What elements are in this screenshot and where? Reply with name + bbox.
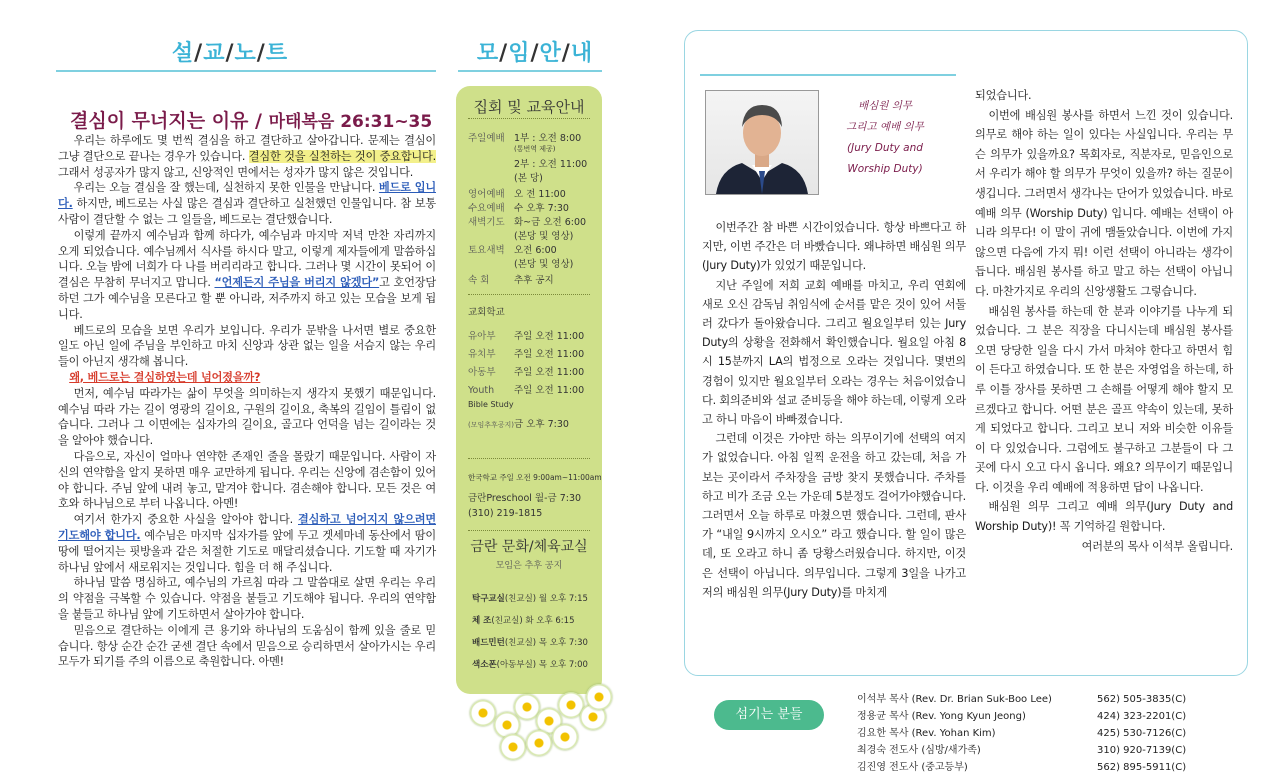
letter-paragraph: 배심원 의무 그리고 예배 의무(Jury Duty and Worship Duty)! 꼭 기억하길 원합니다.: [975, 500, 1233, 534]
sermon-paragraph: 베드로의 모습을 보면 우리가 보입니다. 우리가 문밖을 나서면 별로 중요한 일도 아닌 일에 주님을 부인하고 마치 신앙과 상관 없는 일을 서슴지 않는 우리들이 아닌지 생각해 봅니다.: [58, 323, 436, 369]
schedule-divider: [468, 530, 590, 531]
minister-row: 정용균 목사 (Rev. Yong Kyun Jeong) 424) 323-2201(C): [857, 711, 1187, 722]
sermon-paragraph: 우리는 하루에도 몇 번씩 결심을 하고 결단하고 살아갑니다. 문제는 결심이 그냥 결단으로 끝나는 경우가 있습니다. 결심한 것을 실천하는 것이 중요합니다. 그래서 성공자가 많지 않고, 신앙적인 면에서는 성자가 많지 않은 것입니다.: [58, 134, 436, 179]
schedule-row: 새벽기도 화~금 오전 6:00: [468, 217, 587, 228]
sermon-subheading: 왜, 베드로는 결심하였는데 넘어졌을까?: [69, 370, 261, 384]
school-row: 유아부 주일 오전 11:00: [468, 331, 585, 342]
schedule-row: 2부 : 오전 11:00: [514, 159, 588, 170]
letter-paragraph: 배심원 봉사를 하는데 한 분과 이야기를 나누게 되었습니다. 그 분은 직장을 다니시는데 배심원 봉사를 오면 당당한 일을 다시 가서 마쳐야 한다고 하면서 힘이 든다고 하였습니다. 또 한 분은 자영업을 하는데, 하루 이틀 장사를 못하면 그 손해를 어떻게 해야 할지 모르겠다고 합니다. 어떤 분은 골프 약속이 있는데, 못하게 되었다고 합니다. 그리고 보니 저와 비슷한 이유들이 다 있었습니다. 그럼에도 불구하고 그분들이 다 그곳에 다시 오고 다시 옵니다. 왜요? 의무이기 때문입니다. 이것을 우리 예배에 적용하면 답이 나옵니다.: [975, 304, 1233, 494]
schedule-row: 주일예배 1부 : 오전 8:00: [468, 133, 582, 144]
culture-class-heading: 금란 문화/체육교실: [470, 539, 588, 555]
sermon-notes-title: 설/교/노/트: [171, 41, 289, 66]
sermon-title-rule: [56, 70, 436, 72]
school-row: 유치부 주일 오전 11:00: [468, 349, 585, 360]
culture-row: 체 조(친교실) 화 오후 6:15: [472, 616, 575, 626]
minister-row: 최경숙 전도사 (심방/새가족) 310) 920-7139(C): [857, 745, 1187, 756]
daisy-decoration: [526, 730, 552, 756]
culture-row: 색소폰(아동부실) 목 오후 7:00: [472, 660, 588, 670]
sermon-paragraph: 믿음으로 결단하는 이에게 큰 용기와 하나님의 도움심이 함께 있을 줄로 믿습니다. 항상 순간 순간 굳센 결단 속에서 믿음으로 승리하면서 살아가시는 우리 모두가 되기를 주의 이름으로 축원합니다. 아멘!: [58, 623, 436, 669]
sermon-body: [58, 133, 436, 670]
church-school-heading: 교회학교: [468, 307, 505, 318]
sermon-paragraph: 여기서 한가지 중요한 사실을 알아야 합니다. 결심하고 넘어지지 않으려면 기도해야 합니다. 예수님은 마지막 십자가를 앞에 두고 겟세마네 동산에서 땀이 땅에 떨어지는 핏방울과 같은 처절한 기도로 매달리셨습니다. 기도할 때 자기가 하나님 앞에서 새로워지는 것입니다. 힘을 더 해 주십니다.: [58, 513, 436, 574]
schedule-row: 수요예배 수 오후 7:30: [468, 203, 569, 214]
sermon-paragraph: 이렇게 끝까지 예수님과 함께 하다가, 예수님과 마지막 저녁 만찬 자리까지 오게 되었습니다. 예수님께서 식사를 하시다 말고, 이렇게 제자들에게 말씀하십니다. 오늘 밤에 너희가 다 나를 버리리라고 합니다. 그러나 몇 시간이 못되어 이 결심은 무참히 무너지고 맙니다. “언제든지 주님을 버리지 않겠다”고 호언장담하던 그가 예수님을 모른다고 할 뿐 아니라, 저주까지 하고 있는 모습을 보게 됩니다.: [58, 228, 436, 321]
schedule-panel: [456, 86, 602, 694]
sermon-heading: [70, 106, 432, 133]
schedule-row: 영어예배 오 전 11:00: [468, 189, 566, 200]
letter-column-1: [702, 218, 966, 602]
schedule-row: (본 당): [514, 173, 543, 184]
pastor-title-rule: [700, 74, 956, 76]
preschool-row: 금란Preschool 월-금 7:30: [468, 493, 582, 504]
daisy-decoration: [470, 700, 496, 726]
schedule-divider: [468, 294, 590, 295]
school-row: Youth 주일 오전 11:00: [468, 385, 585, 396]
korean-school-row: 한국학교 주일 오전 9:00am~11:00am: [468, 473, 602, 482]
schedule-row: (통번역 제공): [514, 145, 556, 153]
schedule-divider: [468, 458, 590, 459]
culture-class-note: 모임은 추후 공지: [495, 561, 563, 571]
meeting-info-title: 모/임/안/내: [476, 41, 594, 66]
schedule-row: 토요새벽 오전 6:00: [468, 245, 557, 256]
letter-signature: 여러분의 목사 이석부 올립니다.: [1081, 539, 1233, 553]
church-phone: (310) 219-1815: [468, 508, 543, 519]
sermon-reference: 마태복음 26:31~35: [268, 112, 433, 132]
school-row: 아동부 주일 오전 11:00: [468, 367, 585, 378]
meeting-title-rule: [458, 70, 602, 72]
schedule-divider: [468, 118, 590, 119]
minister-row: 김진영 전도사 (중고등부) 562) 895-5911(C): [857, 762, 1187, 773]
letter-title: 배심원 의무 그리고 예배 의무 (Jury Duty and Worship Duty): [846, 100, 924, 175]
culture-row: 탁구교실(친교실) 월 오후 7:15: [472, 594, 588, 604]
pastor-photo: [705, 90, 819, 195]
minister-row: 이석부 목사 (Rev. Dr. Brian Suk-Boo Lee) 562) 505-3835(C): [857, 694, 1187, 705]
schedule-heading: 집회 및 교육안내: [473, 98, 585, 116]
letter-paragraph: 그런데 이것은 가야만 하는 의무이기에 선택의 여지가 없었습니다. 아침 일찍 운전을 하고 갔는데, 처음 가보는 곳이라서 주차장을 금방 찾지 못했습니다. 주차를 하고 비가 조금 오는 가운데 5분정도 걸어가야했습니다. 그러면서 오늘 하루로 마쳤으면 했습니다. 그런데, 판사가 “내일 9시까지 오시오” 라고 했습니다. 할 일이 많은데, 또 오라고 하니 좀 당황스러웠습니다. 하지만, 이것은 선택이 아닙니다. 의무입니다. 그렇게 3일을 나가고 저의 배심원 의무(Jury Duty)를 마치게: [702, 432, 966, 599]
sermon-paragraph: 우리는 오늘 결심을 잘 했는데, 실천하지 못한 인물을 만납니다. 베드로 입니다. 하지만, 베드로는 사실 많은 결심과 결단하고 실천했던 인물입니다. 참 보통 사람이 결단할 수 없는 그 일들을, 베드로는 결단했습니다.: [58, 181, 436, 226]
sermon-paragraph: 다음으로, 자신이 얼마나 연약한 존재인 줄을 몰랐기 때문입니다. 사람이 자신의 연약함을 알지 못하면 매우 교만하게 됩니다. 우리는 신앙에 겸손함이 있어야 합니다. 주님 앞에 내려 놓고, 맡겨야 합니다. 겸손해야 합니다. 모든 것은 여호와 하나님으로 부터 나옵니다. 아멘!: [58, 449, 436, 511]
bible-study-row: (모임추후공지)금 오후 7:30: [468, 419, 569, 430]
serving-staff-label: 섬기는 분들: [714, 700, 824, 730]
minister-row: 김요한 목사 (Rev. Yohan Kim) 425) 530-7126(C): [857, 728, 1187, 739]
culture-row: 배드민턴(친교실) 목 오후 7:30: [472, 638, 588, 648]
sermon-paragraph: 먼저, 예수님 따라가는 삶이 무엇을 의미하는지 생각지 못했기 때문입니다. 예수님 따라 가는 길이 영광의 길이요, 구원의 길이요, 축복의 길임이 틀림이 없습니다. 그러나 그 이면에는 십자가의 길이요, 골고다 언덕을 넘는 길이라는 것을 알아야 했습니다.: [58, 386, 436, 448]
schedule-row: (본당 및 영상): [514, 231, 574, 242]
letter-paragraph: 이번주간 참 바쁜 시간이었습니다. 항상 바쁘다고 하지만, 이번 주간은 더 바빴습니다. 왜냐하면 배심원 의무(Jury Duty)가 있었기 때문입니다.: [702, 221, 966, 273]
daisy-decoration: [586, 684, 612, 710]
sermon-paragraph: 하나님 말씀 명심하고, 예수님의 가르침 따라 그 말씀대로 살면 우리는 우리의 약점을 극복할 수 있습니다. 약점을 붙들고 기도해야 됩니다. 우리의 연약함을 붙들고 하나님 앞에 기도하면서 살아가야 합니다.: [58, 576, 436, 621]
letter-paragraph: 되었습니다.: [975, 89, 1032, 102]
schedule-row: (본당 및 영상): [514, 259, 574, 270]
schedule-row: 속 회 추후 공지: [468, 275, 554, 286]
bible-study-label: Bible Study: [468, 400, 514, 409]
letter-paragraph: 지난 주일에 저희 교회 예배를 마치고, 우리 연회에 새로 오신 감독님 취임식에 순서를 맡은 것이 있어 서둘러 갔다가 돌아왔습니다. 그리고 월요일부터 있는 Jury Duty의 상황을 전화해서 확인했습니다. 월요일 아침 8시 15분까지 LA의 법정으로 오라는 것입니다. 몇번의 경험이 있지만 월요일부터 오라는 경우는 처음이었습니다. 회의준비와 설교 준비등을 해야 하는데, 이렇게 오라고 하니 마음이 바빠졌습니다.: [702, 278, 966, 427]
letter-paragraph: 이번에 배심원 봉사를 하면서 느낀 것이 있습니다. 의무로 해야 하는 일이 있다는 사실입니다. 우리는 무슨 의무가 있을까요? 목회자로, 직분자로, 믿음인으로서 우리가 해야 할 의무가 무엇이 있을까? 하는 질문이 생깁니다. 그러면서 생각나는 단어가 있었습니다. 바로 예배 의무 (Worship Duty) 입니다. 예배는 선택이 아니라 의무다! 이 말이 귀에 맴돌았습니다. 이번에 가지 않으면 다음에 가지 뭐! 이런 선택이 아니라는 생각이 듭니다. 배심원 봉사를 하고 말고 하는 선택이 아닙니다. 마찬가지로 우리의 신앙생활도 그렇습니다.: [975, 108, 1233, 298]
daisy-decoration: [552, 724, 578, 750]
sermon-title: 결심이 무너지는 이유 /: [70, 110, 269, 132]
letter-column-2: [975, 86, 1233, 556]
daisy-decoration: [500, 734, 526, 760]
